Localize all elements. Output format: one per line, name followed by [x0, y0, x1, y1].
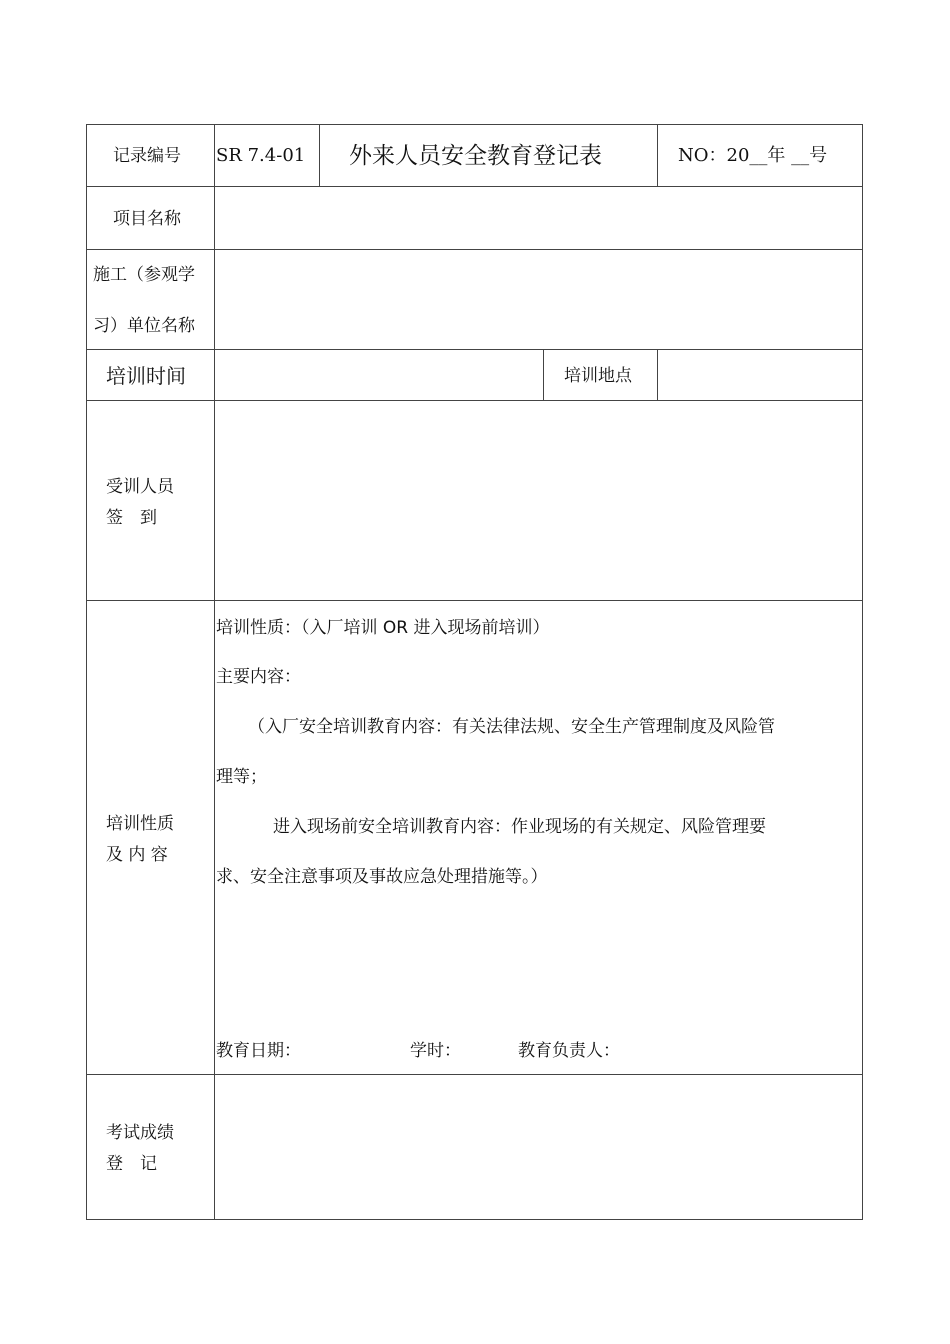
education-responsible-label: 教育负责人：	[518, 1041, 620, 1061]
training-time-label: 培训时间	[106, 364, 186, 388]
content-paragraph-1-line-2: 理等；	[216, 767, 267, 787]
label-column-divider	[214, 124, 215, 1220]
education-date-label: 教育日期：	[216, 1041, 301, 1061]
row-divider	[86, 349, 863, 350]
project-name-label: 项目名称	[113, 209, 181, 229]
table-border-left	[86, 124, 87, 1220]
place-value-divider	[657, 349, 658, 401]
construction-unit-label-line1: 施工（参观学	[93, 265, 195, 285]
trainee-sign-label-line1: 受训人员	[106, 477, 174, 497]
table-border-bottom	[86, 1219, 863, 1220]
row-divider	[86, 249, 863, 250]
header-divider	[657, 124, 658, 187]
record-no-label: 记录编号	[113, 146, 181, 166]
table-border-right	[862, 124, 863, 1220]
form-title: 外来人员安全教育登记表	[349, 143, 602, 169]
row-divider	[86, 600, 863, 601]
form-number: NO：20__年 __号	[678, 145, 828, 166]
registration-form	[86, 124, 863, 1220]
main-content-label: 主要内容：	[216, 667, 301, 687]
content-paragraph-1-line-1: （入厂安全培训教育内容：有关法律法规、安全生产管理制度及风险管	[248, 717, 775, 737]
row-divider	[86, 400, 863, 401]
time-place-divider	[543, 349, 544, 401]
exam-record-label-line1: 考试成绩	[106, 1123, 174, 1143]
record-no-value: SR 7.4-01	[216, 145, 306, 166]
trainee-sign-label-line2: 签 到	[106, 508, 157, 528]
nature-content-label-line1: 培训性质	[106, 814, 174, 834]
construction-unit-label-line2: 习）单位名称	[93, 316, 195, 336]
training-place-label: 培训地点	[564, 366, 632, 386]
table-border-top	[86, 124, 863, 125]
row-divider	[86, 186, 863, 187]
row-divider	[86, 1074, 863, 1075]
nature-content-label-line2: 及 内 容	[106, 845, 168, 865]
content-paragraph-2-line-1: 进入现场前安全培训教育内容：作业现场的有关规定、风险管理要	[273, 817, 766, 837]
content-paragraph-2-line-2: 求、安全注意事项及事故应急处理措施等。）	[216, 867, 548, 887]
study-hours-label: 学时：	[410, 1041, 461, 1061]
exam-record-label-line2: 登 记	[106, 1154, 157, 1174]
header-divider	[319, 124, 320, 187]
training-nature-text: 培训性质：（入厂培训 OR 进入现场前培训）	[216, 618, 550, 638]
